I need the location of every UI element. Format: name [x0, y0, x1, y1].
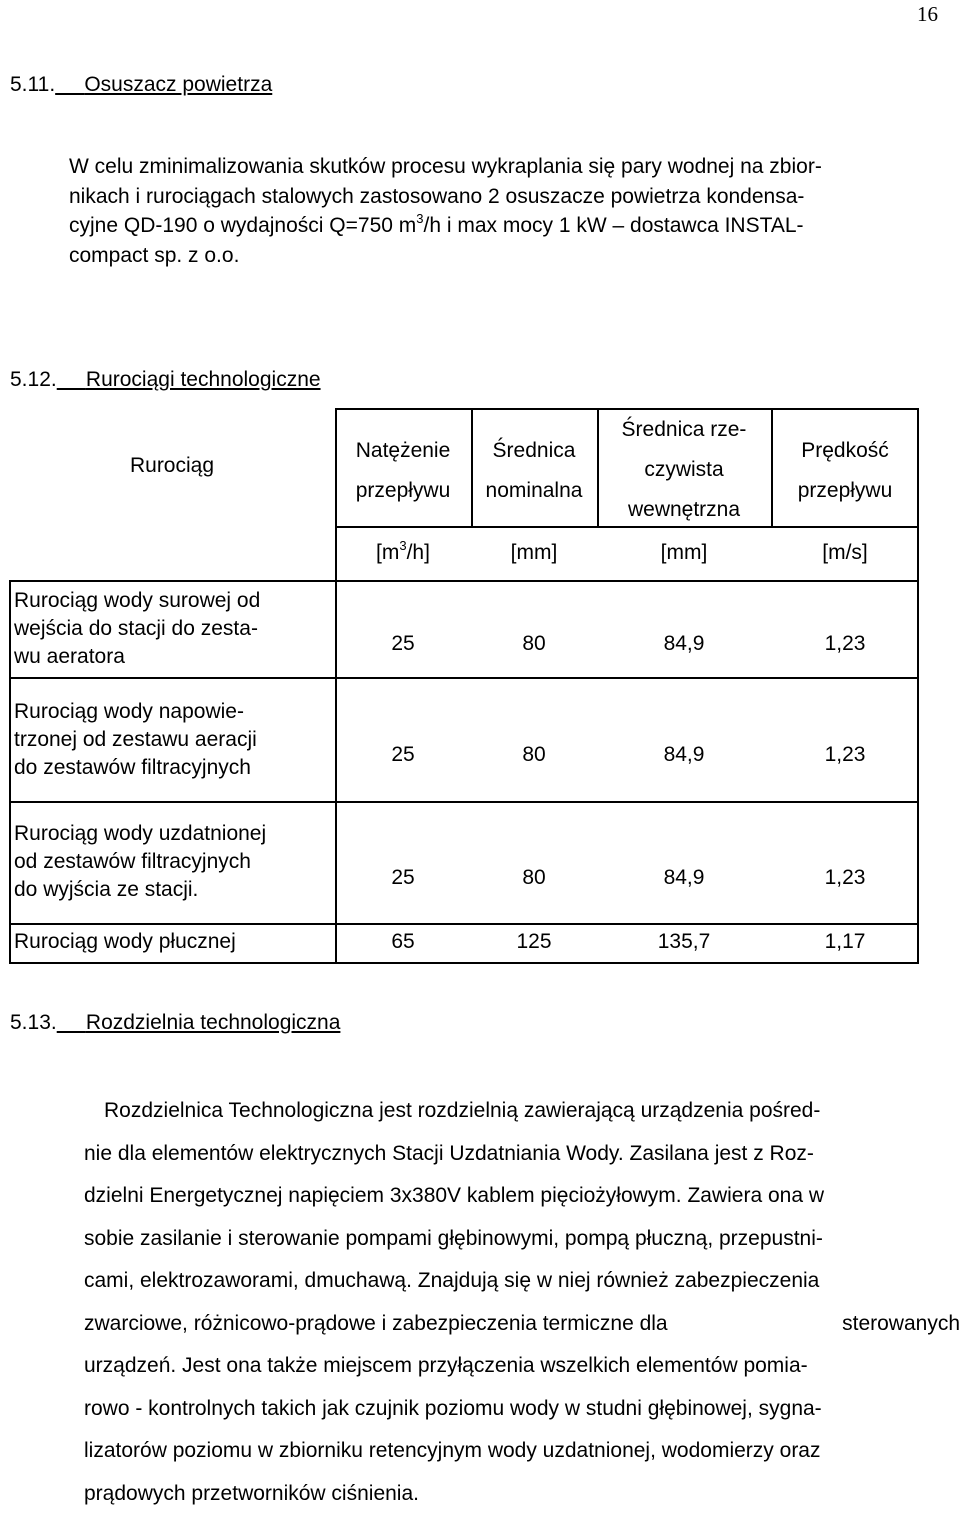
section-title: Rozdzielnia technologiczna [57, 1011, 341, 1034]
cell-nominal-diameter: 80 [471, 864, 597, 892]
header-nominal-diameter: Średnica nominalna [471, 431, 597, 511]
paragraph-switchgear [84, 1090, 960, 1515]
paragraph-line: zwarciowe, różnicowo-prądowe i zabezpieczenia termiczne dla sterowanych [84, 1303, 960, 1346]
cell-velocity: 1,23 [771, 630, 919, 658]
paragraph-line: compact sp. z o.o. [69, 241, 944, 271]
header-actual-inner-diameter: Średnica rze- czywista wewnętrzna [597, 410, 771, 530]
table-rule [9, 801, 919, 803]
cell-flow-rate: 65 [335, 928, 471, 956]
paragraph-line: dzielni Energetycznej napięciem 3x380V kablem pięciożyłowym. Zawiera ona w [84, 1175, 960, 1218]
row-label-raw-water: Rurociąg wody surowej od wejścia do stacji do zesta- wu aeratora [14, 587, 332, 671]
unit-nominal-diameter: [mm] [471, 539, 597, 567]
cell-inner-diameter: 135,7 [597, 928, 771, 956]
paragraph-line: cami, elektrozaworami, dmuchawą. Znajdują się w niej również zabezpieczenia [84, 1260, 960, 1303]
cell-nominal-diameter: 80 [471, 630, 597, 658]
paragraph-line: cyjne QD-190 o wydajności Q=750 $m^3/h$ i max mocy 1 kW – dostawca INSTAL- [69, 211, 944, 241]
section-title: Rurociągi technologiczne [57, 368, 321, 391]
row-label-treated-water: Rurociąg wody uzdatnionej od zestawów filtracyjnych do wyjścia ze stacji. [14, 820, 332, 904]
paragraph-line: W celu zminimalizowania skutków procesu wykraplania się pary wodnej na zbior- [69, 152, 944, 182]
table-rule [9, 580, 919, 582]
unit-flow-rate: $[m^3/h]$ [335, 539, 471, 567]
cell-velocity: 1,23 [771, 741, 919, 769]
header-flow-velocity: Prędkość przepływu [771, 431, 919, 511]
paragraph-line: rowo - kontrolnych takich jak czujnik poziomu wody w studni głębinowej, sygna- [84, 1388, 960, 1431]
row-label-aerated-water: Rurociąg wody napowie- trzonej od zestawu aeracji do zestawów filtracyjnych [14, 698, 332, 782]
cell-flow-rate: 25 [335, 741, 471, 769]
cell-velocity: 1,23 [771, 864, 919, 892]
paragraph-line: nie dla elementów elektrycznych Stacji Uzdatniania Wody. Zasilana jest z Roz- [84, 1133, 960, 1176]
section-heading-5-12 [10, 367, 321, 393]
cell-nominal-diameter: 125 [471, 928, 597, 956]
unit-inner-diameter: [mm] [597, 539, 771, 567]
paragraph-line: nikach i rurociągach stalowych zastosowano 2 osuszacze powietrza kondensa- [69, 182, 944, 212]
header-flow-rate: Natężenie przepływu [335, 431, 471, 511]
page-number: 16 [917, 2, 938, 27]
section-heading-5-13 [10, 1010, 340, 1036]
cell-nominal-diameter: 80 [471, 741, 597, 769]
cell-inner-diameter: 84,9 [597, 630, 771, 658]
table-rule [9, 580, 11, 964]
section-number: 5.13. [10, 1010, 57, 1036]
cell-inner-diameter: 84,9 [597, 741, 771, 769]
paragraph-line: prądowych przetworników ciśnienia. [84, 1473, 960, 1515]
table-rule [9, 962, 919, 964]
section-number: 5.12. [10, 367, 57, 393]
paragraph-line: lizatorów poziomu w zbiorniku retencyjnym wody uzdatnionej, wodomierzy oraz [84, 1430, 960, 1473]
row-label-backwash-water: Rurociąg wody płucznej [14, 928, 332, 956]
unit-velocity: [m/s] [771, 539, 919, 567]
section-number: 5.11. [10, 72, 55, 98]
section-title: Osuszacz powietrza [55, 73, 272, 96]
header-pipeline: Rurociąg [9, 452, 335, 480]
cell-inner-diameter: 84,9 [597, 864, 771, 892]
paragraph-line: sobie zasilanie i sterowanie pompami głębinowymi, pompą płuczną, przepustni- [84, 1218, 960, 1261]
paragraph-line: urządzeń. Jest ona także miejscem przyłączenia wszelkich elementów pomia- [84, 1345, 960, 1388]
paragraph-dehumidifier [69, 152, 944, 270]
table-rule [9, 677, 919, 679]
paragraph-line: Rozdzielnica Technologiczna jest rozdzielnią zawierającą urządzenia pośred- [84, 1090, 960, 1133]
cell-flow-rate: 25 [335, 630, 471, 658]
cell-velocity: 1,17 [771, 928, 919, 956]
section-heading-5-11 [10, 72, 272, 98]
pipelines-table [9, 408, 919, 964]
cell-flow-rate: 25 [335, 864, 471, 892]
table-rule [9, 923, 919, 925]
